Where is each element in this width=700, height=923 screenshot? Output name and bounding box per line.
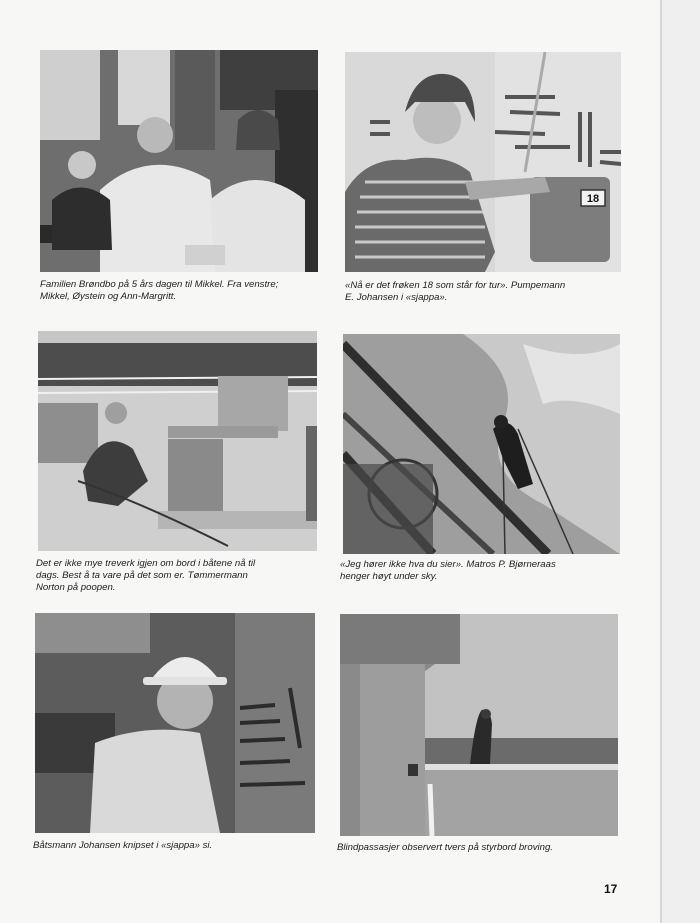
- photo-boatswain: [35, 613, 315, 833]
- photo-family: [40, 50, 318, 272]
- caption-photo-carpenter: Det er ikke mye treverk igjen om bord i båtene nå til dags. Best å ta vare på det som er. Tømmermann Norton på poopen.: [36, 558, 256, 593]
- caption-photo-bird: Blindpassasjer observert tvers på styrbord broving.: [337, 842, 553, 853]
- caption-photo-family: Familien Brøndbo på 5 års dagen til Mikkel. Fra venstre; Mikkel, Øystein og Ann-Margritt.: [40, 279, 279, 302]
- photo-bird: [340, 614, 618, 836]
- page-number: 17: [604, 882, 618, 896]
- page-edge: [662, 0, 700, 923]
- caption-photo-sailor-mast: «Jeg hører ikke hva du sier». Matros P. Bjørneraas henger høyt under sky.: [340, 559, 556, 582]
- gauge-number-18: 18: [586, 193, 600, 205]
- photo-pumpman: [345, 52, 621, 272]
- photo-sailor-mast: [343, 334, 620, 554]
- caption-photo-boatswain: Båtsmann Johansen knipset i «sjappa» si.: [33, 840, 213, 851]
- caption-photo-pumpman: «Nå er det frøken 18 som står for tur». Pumpemann E. Johansen i «sjappa».: [345, 280, 566, 303]
- photo-carpenter: [38, 331, 317, 551]
